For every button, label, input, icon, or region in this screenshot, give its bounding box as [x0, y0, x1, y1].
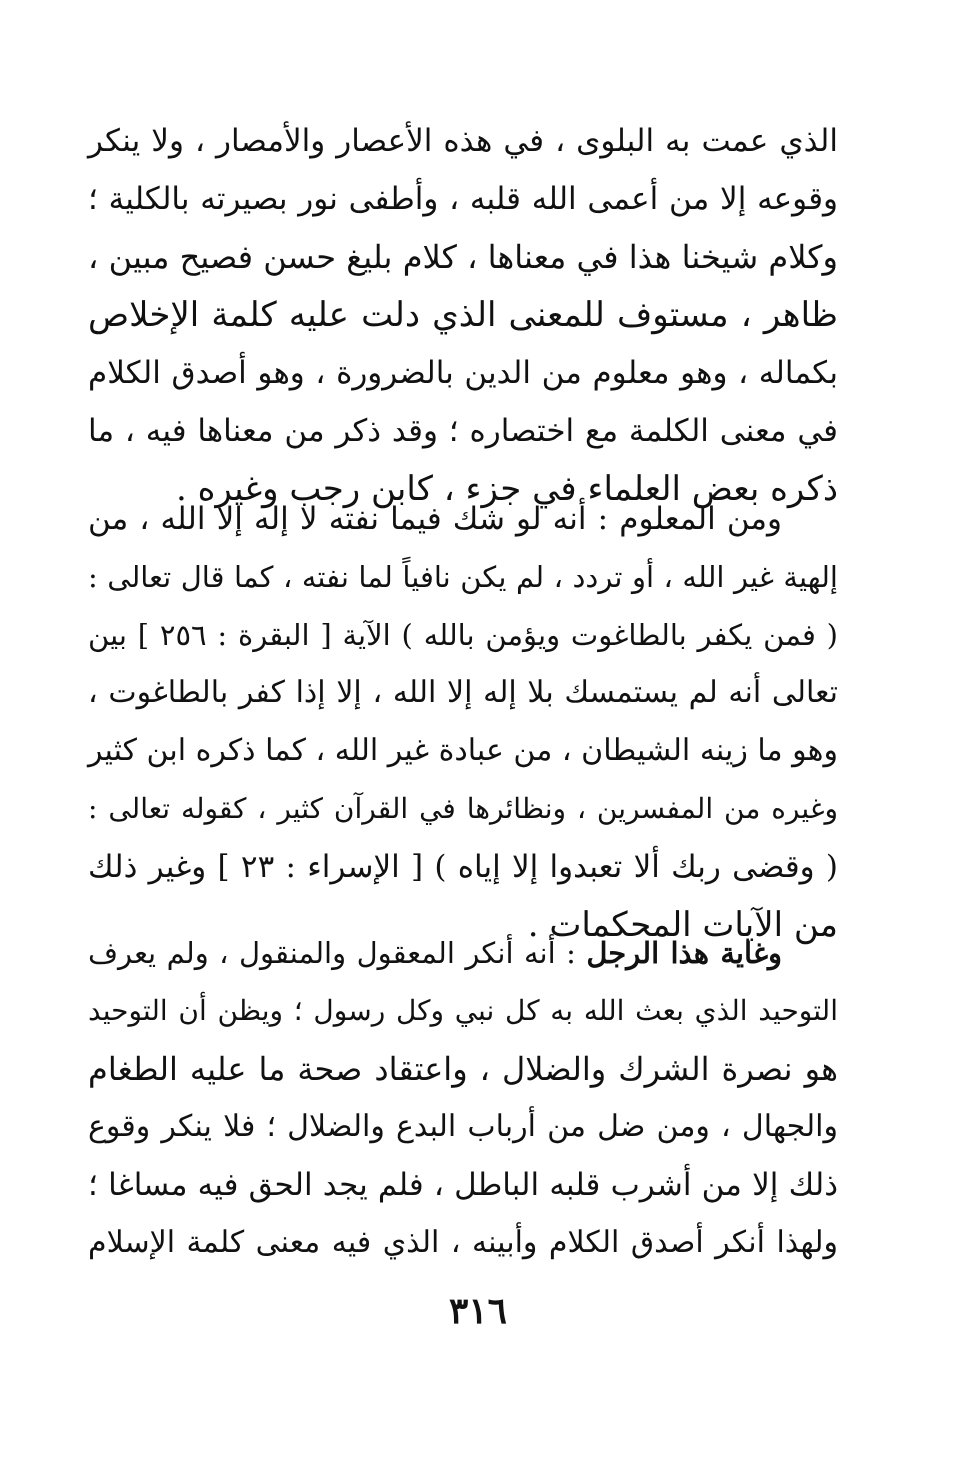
- paragraph-1: [88, 112, 838, 518]
- text-line: ومن المعلوم : أنه لو شك فيما نفته لا إله إلا الله ، من: [88, 501, 782, 537]
- text-line: تعالى أنه لم يستمسك بلا إله إلا الله ، إلا إذا كفر بالطاغوت ،: [88, 675, 838, 710]
- text-line: ذكره بعض العلماء في جزء ، كابن رجب وغيره .: [175, 469, 838, 509]
- lead-line-rest: : أنه أنكر المعقول والمنقول ، ولم يعرف: [88, 936, 587, 970]
- text-line-lead: [88, 924, 838, 982]
- text-line: ولهذا أنكر أصدق الكلام وأبينه ، الذي فيه معنى كلمة الإسلام: [88, 1225, 838, 1260]
- text-line: الذي عمت به البلوى ، في هذه الأعصار والأمصار ، ولا ينكر: [88, 123, 838, 159]
- text-line: ( وقضى ربك ألا تعبدوا إلا إياه ) [ الإسراء : ٢٣ ] وغير ذلك: [88, 849, 838, 885]
- page-number: ٣١٦: [448, 1290, 507, 1332]
- text-line: التوحيد الذي بعث الله به كل نبي وكل رسول ؛ ويظن أن التوحيد: [88, 994, 838, 1027]
- text-line: ذلك إلا من أشرب قلبه الباطل ، فلم يجد الحق فيه مساغا ؛: [88, 1167, 838, 1203]
- bold-lead-phrase: وغاية هذا الرجل: [586, 936, 782, 970]
- paragraph-2: [88, 490, 838, 954]
- text-line: ( فمن يكفر بالطاغوت ويؤمن بالله ) الآية [ البقرة : ٢٥٦ ] بين: [88, 618, 838, 652]
- text-line: بكماله ، وهو معلوم من الدين بالضرورة ، وهو أصدق الكلام: [88, 355, 838, 391]
- text-line: من الآيات المحكمات .: [527, 905, 838, 945]
- text-line: هو نصرة الشرك والضلال ، واعتقاد صحة ما عليه الطغام: [88, 1050, 838, 1088]
- text-line: وكلام شيخنا هذا في معناها ، كلام بليغ حسن فصيح مبين ،: [88, 238, 838, 276]
- text-line: في معنى الكلمة مع اختصاره ؛ وقد ذكر من معناها فيه ، ما: [88, 413, 838, 449]
- text-line: ظاهر ، مستوف للمعنى الذي دلت عليه كلمة الإخلاص: [88, 295, 838, 335]
- text-line: والجهال ، ومن ضل من أرباب البدع والضلال ؛ فلا ينكر وقوع: [88, 1109, 838, 1144]
- text-line: إلهية غير الله ، أو تردد ، لم يكن نافياً لما نفته ، كما قال تعالى :: [88, 560, 838, 594]
- text-line: وهو ما زينه الشيطان ، من عبادة غير الله ، كما ذكره ابن كثير: [88, 733, 838, 768]
- text-line: وغيره من المفسرين ، ونظائرها في القرآن كثير ، كقوله تعالى :: [88, 792, 838, 825]
- paragraph-3: [88, 924, 838, 1272]
- text-line: وقوعه إلا من أعمى الله قلبه ، وأطفى نور بصيرته بالكلية ؛: [88, 181, 838, 217]
